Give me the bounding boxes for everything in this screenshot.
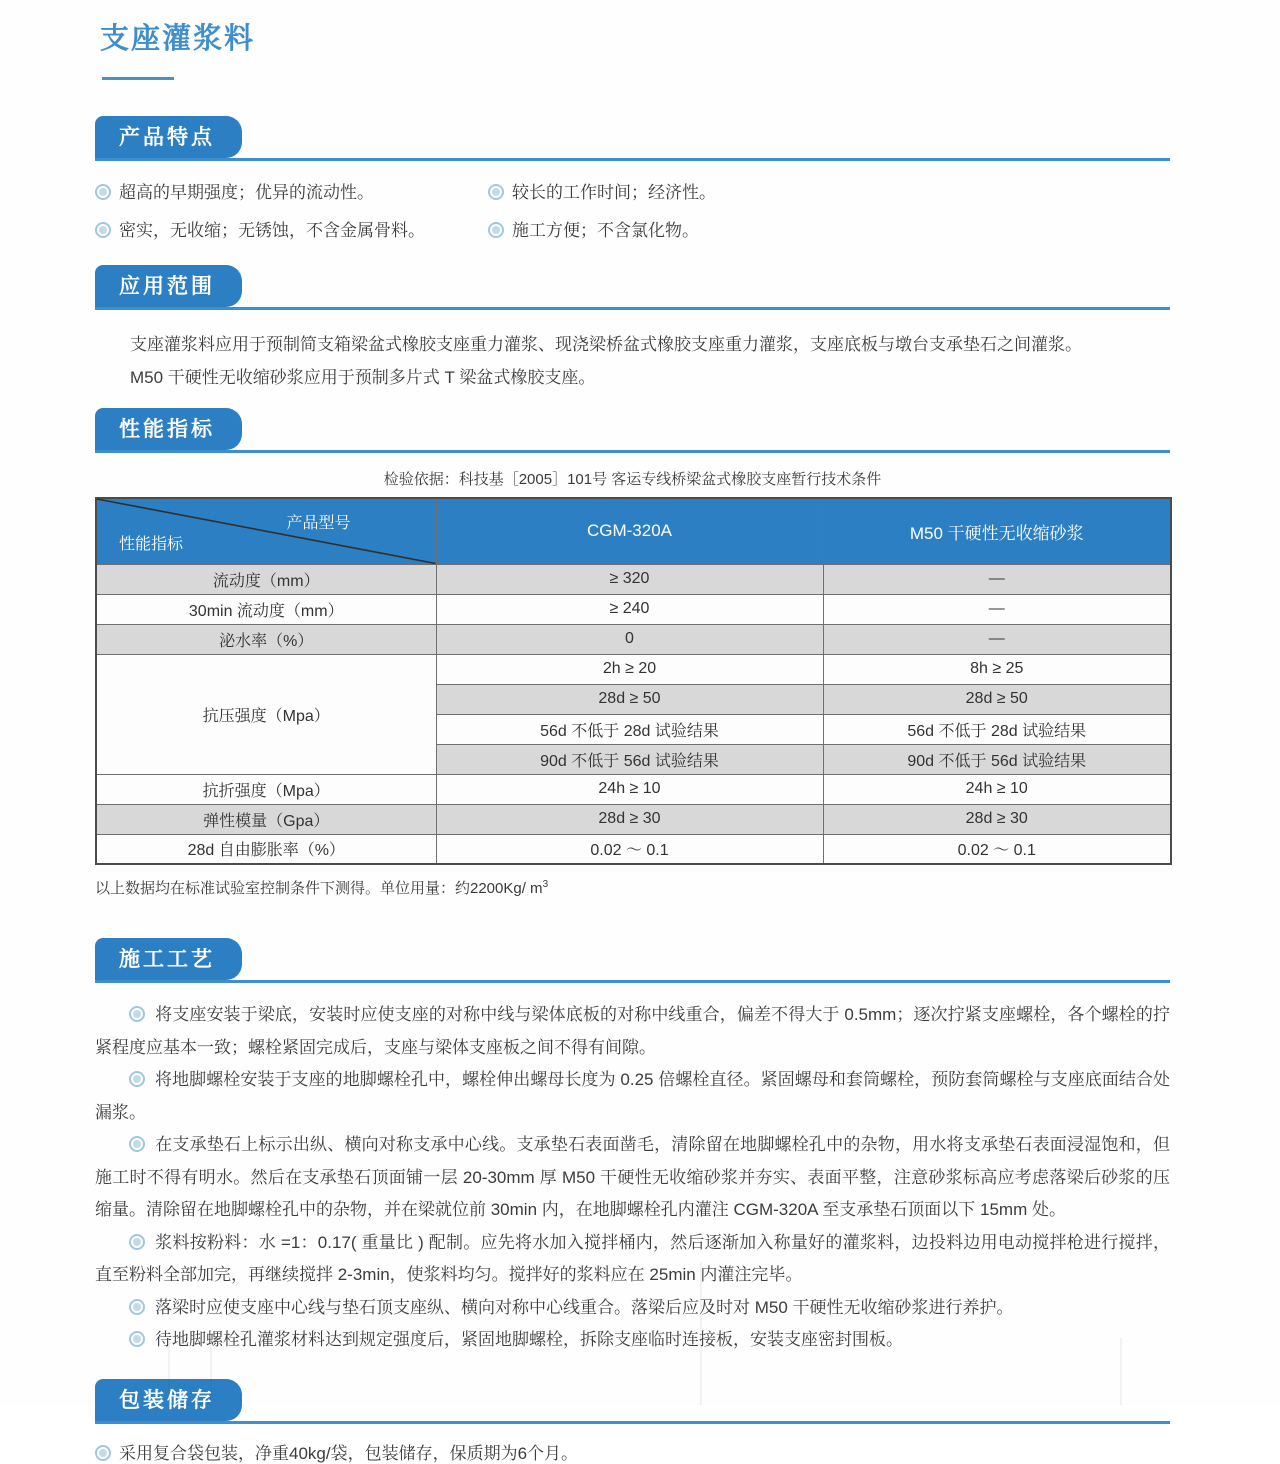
table-corner-cell	[96, 498, 436, 564]
feature-text: 施工方便；不含氯化物。	[512, 221, 699, 240]
section-tab-performance: 性能指标	[95, 408, 242, 450]
section-tab-construction: 施工工艺	[95, 938, 242, 980]
table-footnote	[95, 877, 1170, 898]
list-item	[95, 216, 488, 241]
step-text: 浆料按粉料：水 =1：0.17( 重量比 ) 配制。应先将水加入搅拌桶内，然后逐渐加入称量好的灌浆料，边投料边用电动搅拌枪进行搅拌，直至粉料全部加完，再继续搅拌 2-3min，使浆料均匀。搅拌好的浆料应在 25min 内灌注完毕。	[95, 1232, 1170, 1284]
column-header-m50: M50 干硬性无收缩砂浆	[823, 498, 1171, 564]
scope-text-block	[130, 328, 1170, 394]
step-text: 在支承垫石上标示出纵、横向对称支承中心线。支承垫石表面凿毛，清除留在地脚螺栓孔中的杂物，用水将支承垫石表面浸湿饱和，但施工时不得有明水。然后在支承垫石顶面铺一层 20-30mm 厚 M50 干硬性无收缩砂浆并夯实、表面平整，注意砂浆标高应考虑落梁后砂浆的压缩量。清除留在地脚螺栓孔中的杂物，并在梁就位前 30min 内，在地脚螺栓孔内灌注 CGM-320A 至支承垫石顶面以下 15mm 处。	[95, 1135, 1170, 1219]
cell-value: —	[823, 624, 1171, 654]
bullet-circle-icon	[95, 184, 111, 200]
list-item	[488, 216, 1170, 241]
list-item	[95, 1292, 1170, 1325]
list-item	[488, 178, 1170, 203]
bullet-circle-icon	[129, 1331, 145, 1347]
cell-value: 0.02 ～ 0.1	[436, 834, 823, 864]
bullet-circle-icon	[488, 184, 504, 200]
table-row	[96, 774, 1171, 804]
bullet-circle-icon	[129, 1136, 145, 1152]
bullet-circle-icon	[95, 222, 111, 238]
footnote-text: 以上数据均在标准试验室控制条件下测得。单位用量：约2200Kg/ m	[95, 880, 543, 897]
table-row	[96, 834, 1171, 864]
cell-value: 90d 不低于 56d 试验结果	[436, 744, 823, 774]
page-title-block	[0, 0, 1280, 80]
list-item	[95, 1129, 1170, 1227]
feature-text: 较长的工作时间；经济性。	[512, 183, 716, 202]
cell-value: 56d 不低于 28d 试验结果	[823, 714, 1171, 744]
cell-value: 0.02 ～ 0.1	[823, 834, 1171, 864]
cell-value: 28d ≥ 30	[436, 804, 823, 834]
cell-value: ≥ 320	[436, 564, 823, 594]
cell-value: —	[823, 564, 1171, 594]
features-list	[95, 178, 1170, 241]
inspection-basis: 检验依据：科技基［2005］101号 客运专线桥梁盆式橡胶支座暂行技术条件	[383, 471, 882, 488]
corner-label-performance-index: 性能指标	[119, 535, 184, 553]
corner-label-product-model: 产品型号	[286, 515, 351, 532]
feature-text: 超高的早期强度；优异的流动性。	[119, 183, 374, 202]
step-text: 将地脚螺栓安装于支座的地脚螺栓孔中，螺栓伸出螺母长度为 0.25 倍螺栓直径。紧固螺母和套筒螺栓，预防套筒螺栓与支座底面结合处漏浆。	[95, 1070, 1170, 1122]
section-header-features	[95, 116, 1170, 161]
row-label-compressive-strength: 抗压强度（Mpa）	[96, 654, 436, 774]
section-header-packaging	[95, 1379, 1170, 1424]
cell-value: —	[823, 594, 1171, 624]
list-item	[95, 1324, 1170, 1357]
section-header-construction	[95, 938, 1170, 983]
performance-table	[95, 497, 1172, 865]
table-row	[96, 564, 1171, 594]
bullet-circle-icon	[488, 222, 504, 238]
cell-value: 28d ≥ 30	[823, 804, 1171, 834]
column-header-cgm320a: CGM-320A	[436, 498, 823, 564]
packaging-text: 采用复合袋包装，净重40kg/袋，包装储存，保质期为6个月。	[119, 1443, 579, 1463]
bullet-circle-icon	[95, 1445, 111, 1461]
bullet-circle-icon	[129, 1071, 145, 1087]
step-text: 将支座安装于梁底，安装时应使支座的对称中线与梁体底板的对称中线重合，偏差不得大于 0.5mm；逐次拧紧支座螺栓，各个螺栓的拧紧程度应基本一致；螺栓紧固完成后，支座与梁体支座板之间不得有间隙。	[95, 1005, 1170, 1057]
row-label: 弹性模量（Gpa）	[96, 804, 436, 834]
step-text: 落梁时应使支座中心线与垫石顶支座纵、横向对称中心线重合。落梁后应及时对 M50 干硬性无收缩砂浆进行养护。	[155, 1297, 1014, 1317]
scope-line: M50 干硬性无收缩砂浆应用于预制多片式 T 梁盆式橡胶支座。	[130, 368, 596, 387]
bullet-circle-icon	[129, 1299, 145, 1315]
row-label: 泌水率（%）	[96, 624, 436, 654]
cell-value: 0	[436, 624, 823, 654]
list-item	[95, 1064, 1170, 1129]
cell-value: 56d 不低于 28d 试验结果	[436, 714, 823, 744]
construction-steps	[95, 999, 1170, 1357]
page-title: 支座灌浆料	[100, 23, 256, 55]
cell-value: 28d ≥ 50	[823, 684, 1171, 714]
footnote-superscript: 3	[542, 879, 549, 890]
section-tab-scope: 应用范围	[95, 265, 242, 307]
feature-text: 密实，无收缩；无锈蚀，不含金属骨料。	[119, 221, 425, 240]
cell-value: 2h ≥ 20	[436, 654, 823, 684]
table-row	[96, 804, 1171, 834]
section-header-scope	[95, 265, 1170, 310]
cell-value: 24h ≥ 10	[436, 774, 823, 804]
table-row	[96, 594, 1171, 624]
list-item	[95, 999, 1170, 1064]
list-item	[95, 1227, 1170, 1292]
row-label: 抗折强度（Mpa）	[96, 774, 436, 804]
bullet-circle-icon	[129, 1006, 145, 1022]
cell-value: 8h ≥ 25	[823, 654, 1171, 684]
section-tab-features: 产品特点	[95, 116, 242, 158]
table-row	[96, 654, 1171, 684]
cell-value: 90d 不低于 56d 试验结果	[823, 744, 1171, 774]
section-header-performance	[95, 408, 1170, 453]
step-text: 待地脚螺栓孔灌浆材料达到规定强度后，紧固地脚螺栓，拆除支座临时连接板，安装支座密封围板。	[155, 1330, 903, 1349]
cell-value: ≥ 240	[436, 594, 823, 624]
section-tab-packaging: 包装储存	[95, 1379, 242, 1421]
row-label: 30min 流动度（mm）	[96, 594, 436, 624]
row-label: 28d 自由膨胀率（%）	[96, 834, 436, 864]
table-row	[96, 624, 1171, 654]
bullet-circle-icon	[129, 1234, 145, 1250]
cell-value: 28d ≥ 50	[436, 684, 823, 714]
table-header-row	[96, 498, 1171, 564]
packaging-note	[95, 1439, 1170, 1464]
cell-value: 24h ≥ 10	[823, 774, 1171, 804]
list-item	[95, 178, 488, 203]
row-label: 流动度（mm）	[96, 564, 436, 594]
scope-line: 支座灌浆料应用于预制简支箱梁盆式橡胶支座重力灌浆、现浇梁桥盆式橡胶支座重力灌浆，支座底板与墩台支承垫石之间灌浆。	[130, 335, 1082, 354]
